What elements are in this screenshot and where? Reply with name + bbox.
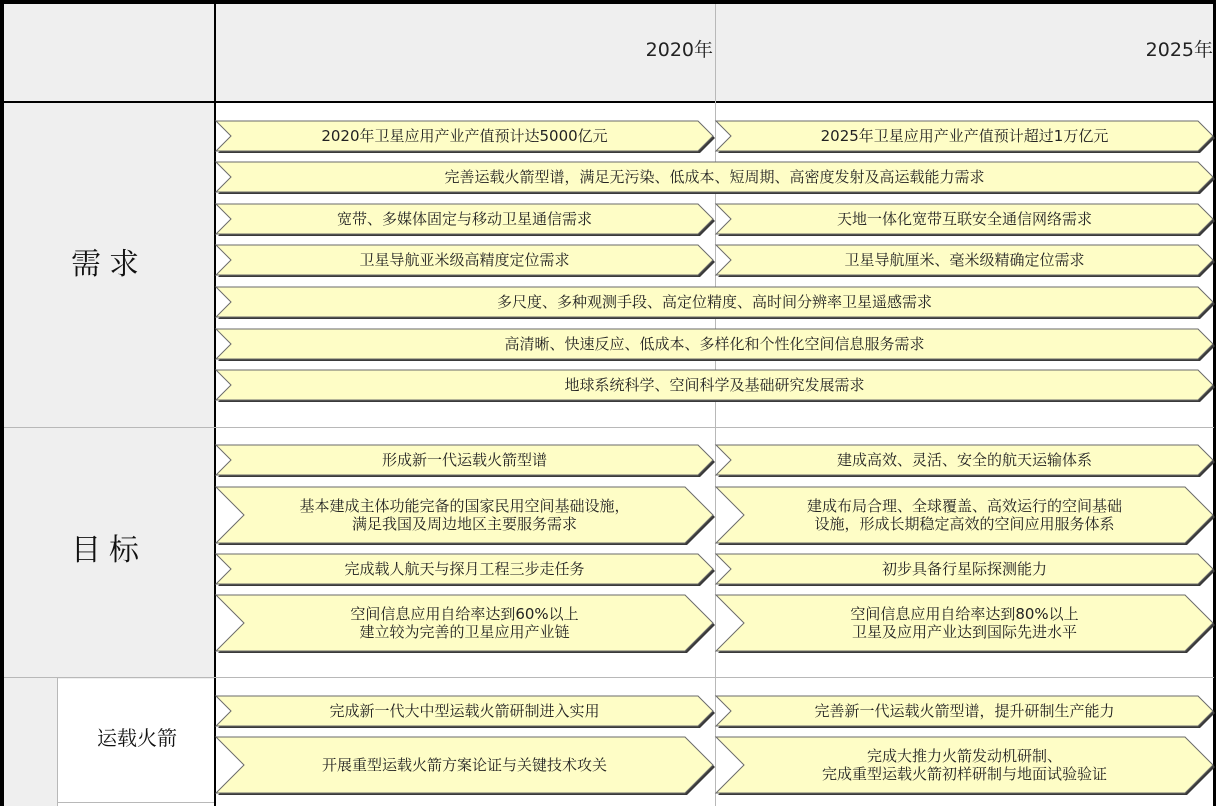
arrow-rocket-12-2025 — [716, 737, 1213, 793]
arrow-text: 2025年卫星应用产业产值预计超过1万亿元 — [820, 127, 1109, 145]
arrow-text: 完成新一代大中型运载火箭研制进入实用 — [329, 702, 600, 720]
arrow-demand-3-2025 — [716, 245, 1213, 275]
arrow-text: 空间信息应用自给率达到80%以上 卫星及应用产业达到国际先进水平 — [850, 605, 1079, 641]
arrow-rocket-12-2020 — [216, 737, 713, 793]
arrow-goals-8-2025 — [716, 487, 1213, 543]
arrow-text: 完善新一代运载火箭型谱，提升研制生产能力 — [814, 702, 1115, 720]
arrow-text: 天地一体化宽带互联安全通信网络需求 — [836, 210, 1092, 228]
arrow-rocket-11-2020 — [216, 696, 713, 726]
arrow-text: 形成新一代运载火箭型谱 — [381, 451, 547, 469]
arrow-text: 完善运载火箭型谱，满足无污染、低成本、短周期、高密度发射及高运载能力需求 — [444, 168, 985, 186]
arrow-text: 宽带、多媒体固定与移动卫星通信需求 — [336, 210, 592, 228]
year-2020-label: 2020年 — [645, 39, 713, 61]
arrow-goals-7-2025 — [716, 445, 1213, 475]
arrow-goals-10-2020 — [216, 595, 713, 651]
arrow-text: 开展重型运载火箭方案论证与关键技术攻关 — [321, 756, 607, 774]
arrow-text: 初步具备行星际探测能力 — [881, 560, 1047, 578]
header-band — [216, 4, 1216, 102]
arrow-demand-0-2025 — [716, 121, 1213, 151]
arrow-demand-4-full — [216, 287, 1213, 317]
subsection-divider — [57, 678, 58, 806]
arrow-demand-2-2025 — [716, 204, 1213, 234]
arrow-demand-1-full — [216, 162, 1213, 192]
arrow-demand-2-2020 — [216, 204, 713, 234]
arrow-text: 2020年卫星应用产业产值预计达5000亿元 — [321, 127, 608, 145]
arrow-goals-7-2020 — [216, 445, 713, 475]
section-divider-2 — [4, 677, 1214, 678]
header-border — [4, 101, 1214, 103]
arrow-goals-9-2025 — [716, 554, 1213, 584]
arrow-demand-6-full — [216, 370, 1213, 400]
arrow-text: 多尺度、多种观测手段、高定位精度、高时间分辨率卫星遥感需求 — [496, 293, 932, 311]
arrow-text: 完成载人航天与探月工程三步走任务 — [344, 560, 585, 578]
arrow-text: 地球系统科学、空间科学及基础研究发展需求 — [564, 376, 865, 394]
subsection-label-rocket: 运载火箭 — [97, 726, 177, 750]
arrow-text: 基本建成主体功能完备的国家民用空间基础设施， 满足我国及周边地区主要服务需求 — [299, 497, 630, 533]
section-label-goals: 目标 — [71, 533, 147, 568]
arrow-demand-5-full — [216, 329, 1213, 359]
arrow-text: 空间信息应用自给率达到60%以上 建立较为完善的卫星应用产业链 — [350, 605, 579, 641]
arrow-goals-9-2020 — [216, 554, 713, 584]
arrow-text: 完成大推力火箭发动机研制、 完成重型运载火箭初样研制与地面试验验证 — [821, 747, 1107, 783]
section-label-demand: 需求 — [71, 247, 147, 282]
arrow-text: 建成布局合理、全球覆盖、高效运行的空间基础 设施，形成长期稳定高效的空间应用服务体系 — [806, 497, 1122, 533]
arrow-demand-3-2020 — [216, 245, 713, 275]
corner-cell — [4, 4, 214, 102]
arrow-text: 高清晰、快速反应、低成本、多样化和个性化空间信息服务需求 — [504, 335, 925, 353]
year-2025-label: 2025年 — [1145, 39, 1213, 61]
section-divider-1 — [4, 427, 1214, 428]
arrow-text: 卫星导航厘米、毫米级精确定位需求 — [844, 251, 1085, 269]
arrow-text: 建成高效、灵活、安全的航天运输体系 — [836, 451, 1092, 469]
frame-left — [0, 0, 4, 806]
frame-top — [0, 0, 1216, 4]
arrow-rocket-11-2025 — [716, 696, 1213, 726]
arrow-demand-0-2020 — [216, 121, 713, 151]
arrow-goals-10-2025 — [716, 595, 1213, 651]
arrow-goals-8-2020 — [216, 487, 713, 543]
subsection-bottom — [58, 802, 214, 803]
arrow-text: 卫星导航亚米级高精度定位需求 — [359, 251, 570, 269]
